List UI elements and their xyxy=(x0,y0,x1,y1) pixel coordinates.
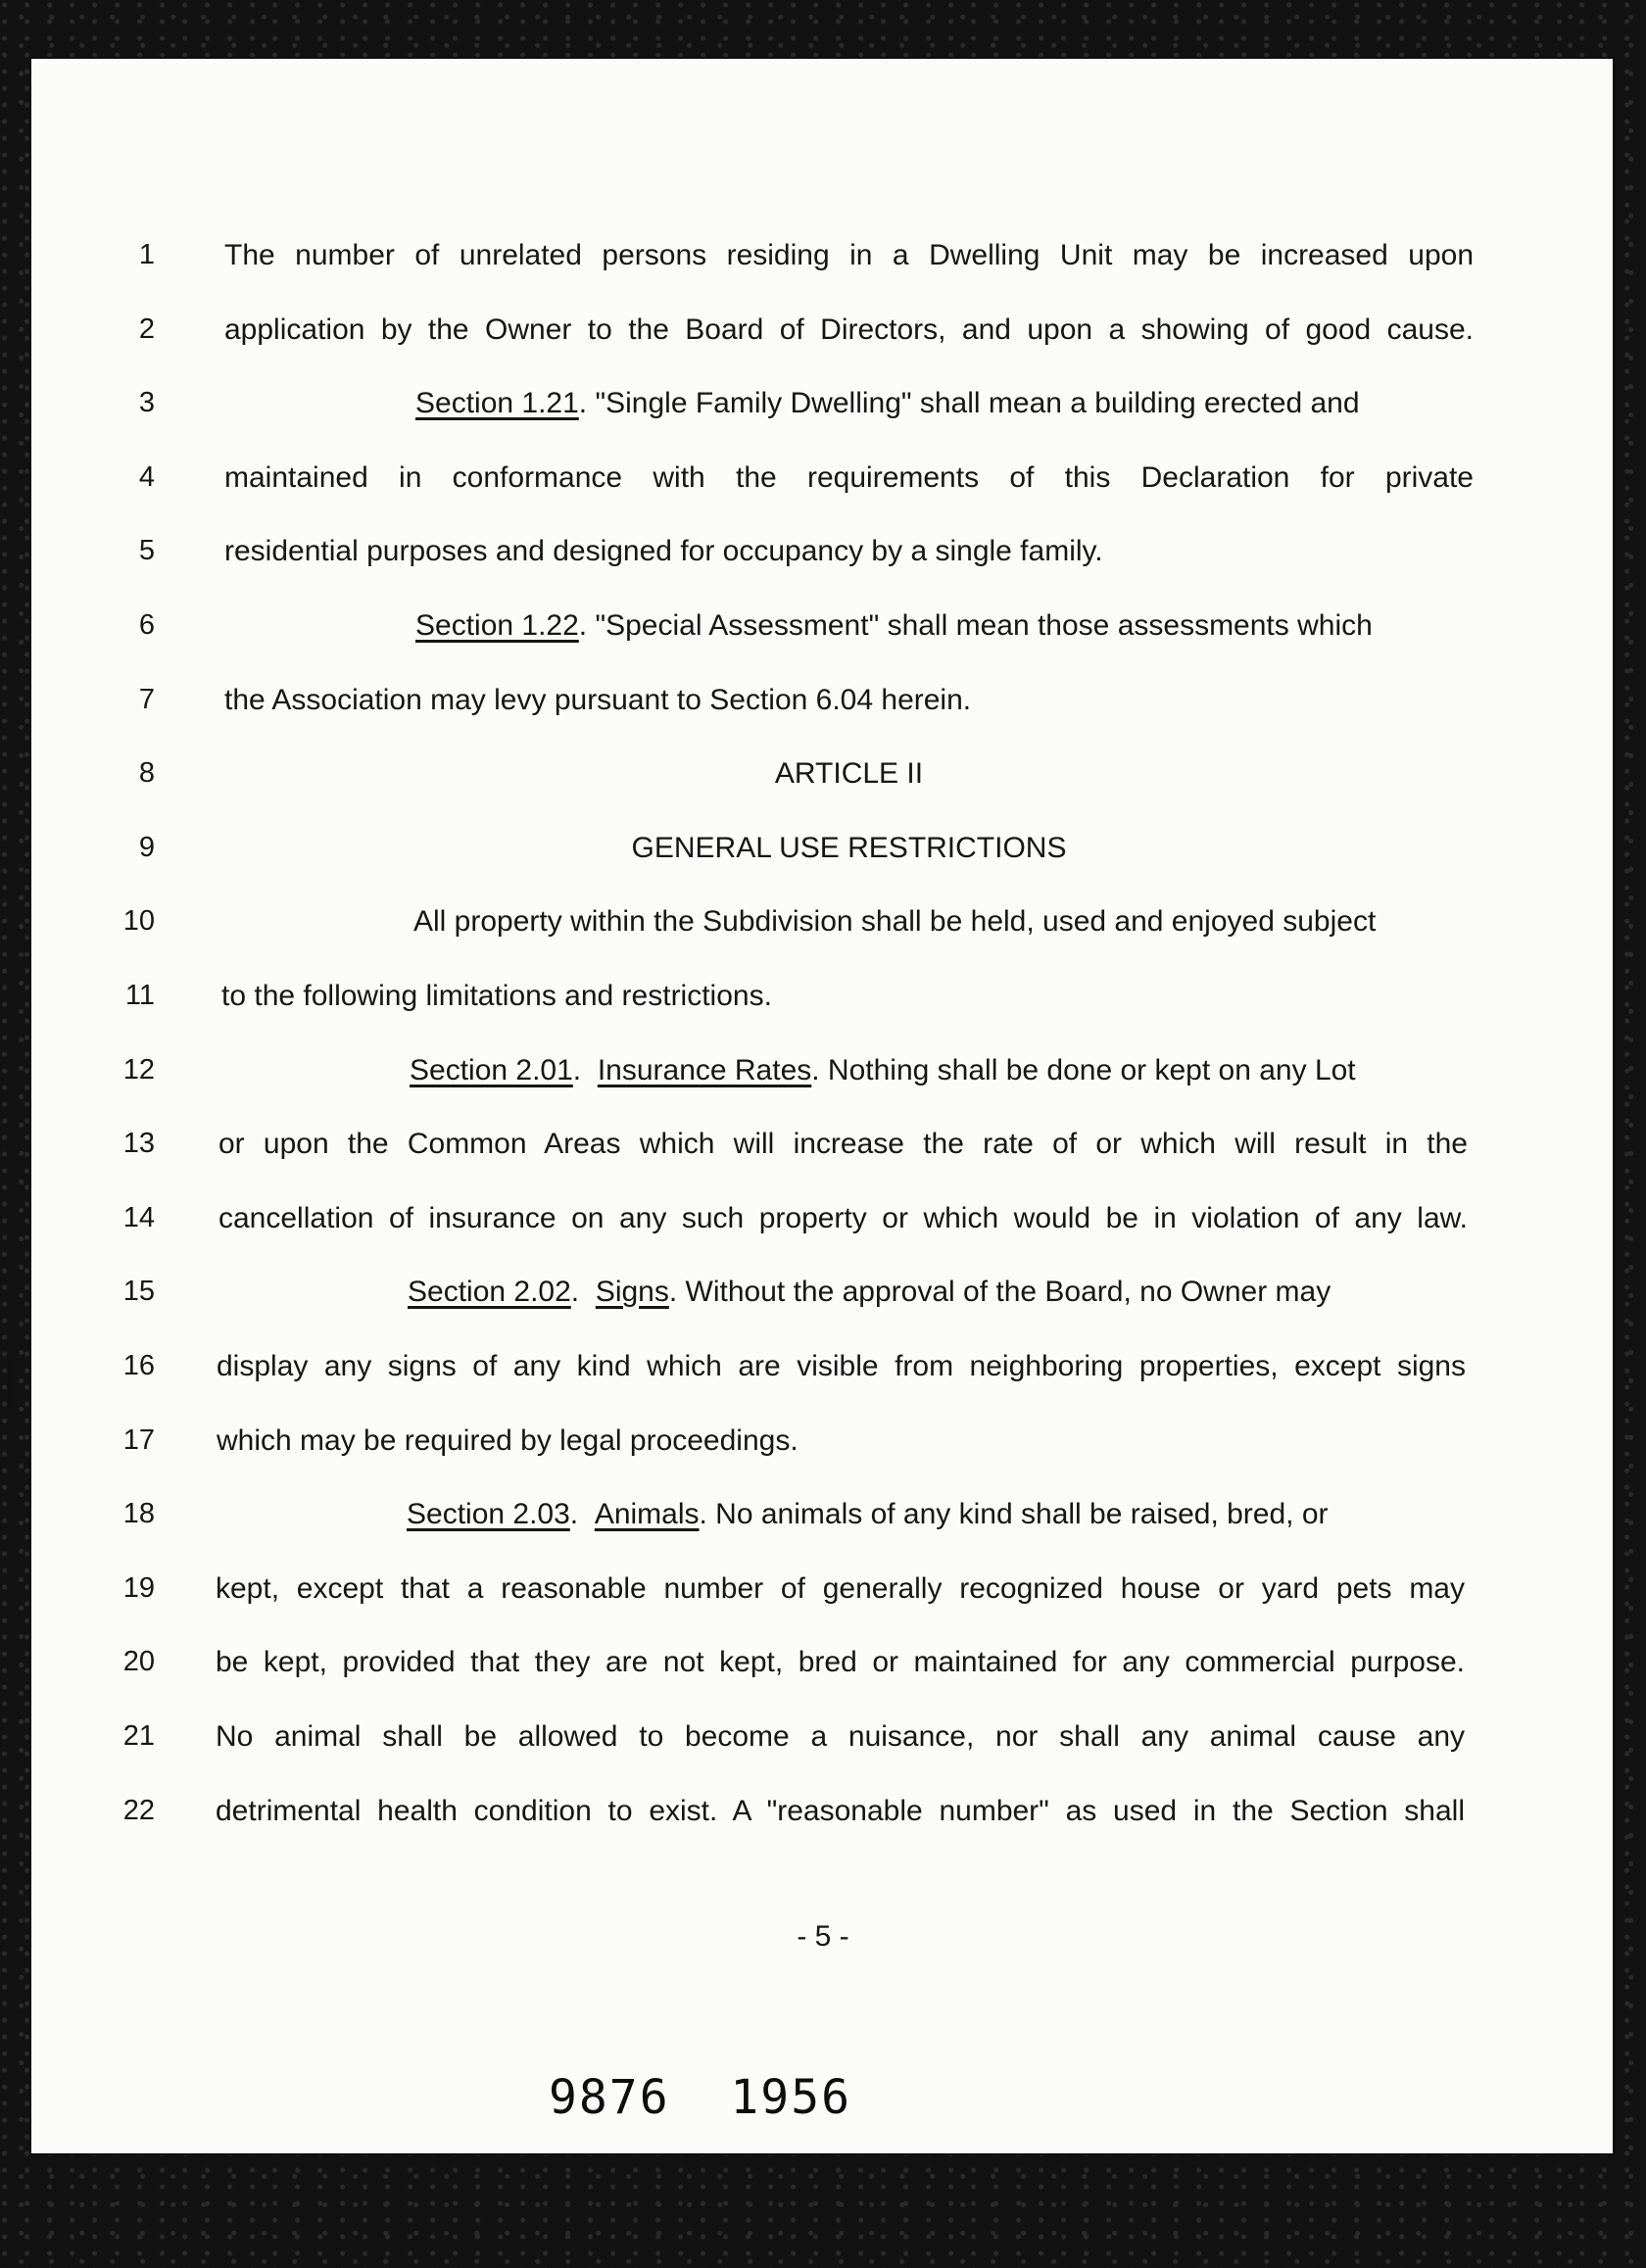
line-number: 10 xyxy=(122,905,155,937)
line-number: 19 xyxy=(122,1572,155,1604)
section-reference: Section 1.21 xyxy=(415,387,579,419)
body-text-line: residential purposes and designed for occupancy by a single family. xyxy=(224,535,1103,567)
section-heading: Signs xyxy=(595,1276,669,1308)
section-text: . Without the approval of the Board, no Owner may xyxy=(668,1276,1331,1308)
line-number: 17 xyxy=(122,1424,155,1456)
section-reference: Section 2.03 xyxy=(407,1498,570,1530)
section-reference: Section 2.02 xyxy=(408,1276,571,1308)
body-text-line: kept, except that a reasonable number of generally recognized house or yard pets may xyxy=(216,1572,1465,1605)
line-number: 15 xyxy=(122,1276,155,1307)
article-subtitle: GENERAL USE RESTRICTIONS xyxy=(631,832,1067,864)
line-number: 16 xyxy=(122,1350,155,1381)
line-number: 21 xyxy=(122,1720,155,1752)
section-text: . "Single Family Dwelling" shall mean a building erected and xyxy=(578,387,1360,419)
body-text-line: to the following limitations and restrictions. xyxy=(221,980,772,1012)
body-text-line: or upon the Common Areas which will increase the rate of or which will result in the xyxy=(218,1128,1468,1160)
body-text-line: The number of unrelated persons residing in a Dwelling Unit may be increased upon xyxy=(224,239,1474,271)
line-number: 3 xyxy=(138,387,155,418)
line-number: 12 xyxy=(122,1054,155,1086)
section-heading-line xyxy=(415,609,1373,643)
section-text: . Nothing shall be done or kept on any Lot xyxy=(811,1054,1356,1086)
page-number: - 5 - xyxy=(797,1920,849,1953)
body-text-line: application by the Owner to the Board of Directors, and upon a showing of good cause. xyxy=(224,314,1474,346)
line-number: 14 xyxy=(122,1202,155,1233)
section-reference: Section 2.01 xyxy=(410,1054,573,1086)
line-number: 13 xyxy=(122,1128,155,1159)
body-text-line: All property within the Subdivision shall be held, used and enjoyed subject xyxy=(413,905,1377,938)
body-text-line: detrimental health condition to exist. A "reasonable number" as used in the Section shall xyxy=(216,1795,1465,1827)
line-number: 8 xyxy=(138,757,155,789)
line-number: 6 xyxy=(138,609,155,641)
section-heading-line: Section 2.03. Animals. No animals of any kind shall be raised, bred, or xyxy=(407,1498,1329,1530)
section-reference: Section 1.22 xyxy=(415,609,579,642)
line-number: 9 xyxy=(138,832,155,863)
body-text-line: cancellation of insurance on any such property or which would be in violation of any law. xyxy=(218,1202,1468,1234)
document-page xyxy=(29,57,1615,2155)
body-text-line: No animal shall be allowed to become a nuisance, nor shall any animal cause any xyxy=(216,1720,1465,1753)
section-heading-line: Section 2.01. Insurance Rates. Nothing shall be done or kept on any Lot xyxy=(410,1054,1356,1086)
body-text-line: the Association may levy pursuant to Section 6.04 herein. xyxy=(224,684,972,716)
article-title: ARTICLE II xyxy=(774,757,924,790)
body-text-line: maintained in conformance with the requirements of this Declaration for private xyxy=(224,461,1474,494)
section-heading-line xyxy=(415,387,1474,420)
line-number: 20 xyxy=(122,1646,155,1677)
line-number: 4 xyxy=(138,461,155,493)
line-number: 18 xyxy=(122,1498,155,1529)
line-number: 1 xyxy=(138,239,155,270)
body-text-line: display any signs of any kind which are visible from neighboring properties, except signs xyxy=(217,1350,1466,1382)
section-text: . No animals of any kind shall be raised, bred, or xyxy=(699,1498,1329,1530)
recording-stamp: 9876 1956 xyxy=(549,2070,851,2125)
section-text: . "Special Assessment" shall mean those assessments which xyxy=(578,609,1373,642)
body-text-line: be kept, provided that they are not kept, bred or maintained for any commercial purpose. xyxy=(216,1646,1465,1678)
line-number: 5 xyxy=(138,535,155,566)
line-number: 2 xyxy=(138,314,155,345)
line-number: 22 xyxy=(122,1795,155,1826)
scan-edge-artifact xyxy=(8,1360,13,1409)
section-heading: Animals xyxy=(594,1498,700,1530)
line-number: 11 xyxy=(124,980,155,1011)
section-heading: Insurance Rates xyxy=(597,1054,812,1086)
line-number: 7 xyxy=(138,684,155,715)
body-text-line: which may be required by legal proceedings. xyxy=(217,1424,799,1457)
section-heading-line: Section 2.02. Signs. Without the approval of the Board, no Owner may xyxy=(408,1276,1331,1308)
